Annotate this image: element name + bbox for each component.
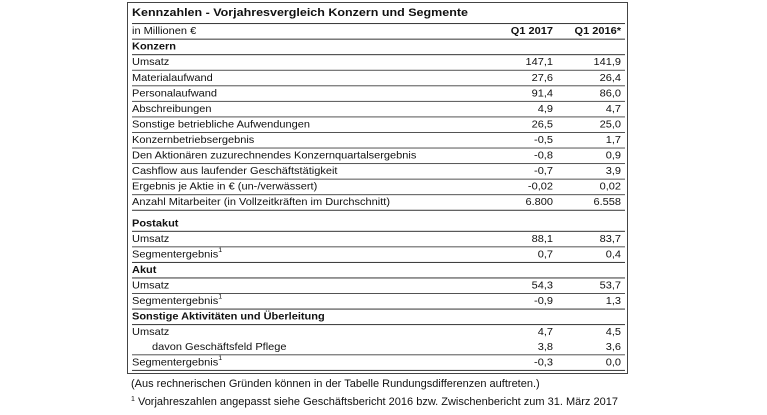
divider: [132, 210, 625, 211]
table-body: [128, 3, 629, 373]
table-row: Konzernbetriebsergebnis -0,5 1,7: [132, 134, 621, 146]
table-row: Umsatz 147,1 141,9: [132, 56, 621, 68]
footnote-prior-year: [131, 396, 618, 408]
table-row: Umsatz 54,3 53,7: [132, 280, 621, 292]
column-header-row: [132, 24, 625, 39]
table-row: Segmentergebnis$^1$ 0,7 0,4: [132, 247, 621, 261]
footnote-text: Vorjahreszahlen angepasst siehe Geschäftsbericht 2016 bzw. Zwischenbericht zum 31. März 2017: [134, 396, 618, 408]
table-row: Cashflow aus laufender Geschäftstätigkeit -0,7 3,9: [132, 165, 621, 177]
column-q1-2017: Q1 2017: [510, 25, 553, 37]
table-row: Umsatz 4,7 4,5: [132, 326, 621, 338]
table-row: davon Geschäftsfeld Pflege 3,8 3,6: [152, 341, 621, 353]
section-heading-postakut: Postakut: [132, 218, 179, 230]
section-heading-konzern: Konzern: [132, 41, 176, 53]
column-q1-2016: Q1 2016*: [574, 25, 621, 37]
table-row: Materialaufwand 27,6 26,4: [132, 72, 621, 84]
section-heading-sonstige: Sonstige Aktivitäten und Überleitung: [132, 311, 325, 323]
table-row: Ergebnis je Aktie in € (un-/verwässert) -0,02 0,02: [132, 181, 621, 193]
divider: [132, 370, 625, 371]
section-heading-akut: Akut: [132, 264, 157, 276]
table-row: Umsatz 88,1 83,7: [132, 233, 621, 245]
table-row: Segmentergebnis$^1$ -0,3 0,0: [132, 355, 621, 369]
footnote-marker: 1: [131, 396, 135, 403]
table-row: Personalaufwand 91,4 86,0: [132, 88, 621, 100]
table-row: Abschreibungen 4,9 4,7: [132, 103, 621, 115]
table-row: Segmentergebnis$^1$ -0,9 1,3: [132, 293, 621, 307]
table-row: Den Aktionären zuzurechnendes Konzernquartalsergebnis -0,8 0,9: [132, 150, 621, 162]
unit-label: in Millionen €: [132, 25, 197, 37]
table-row: Anzahl Mitarbeiter (in Vollzeitkräften im Durchschnitt) 6.800 6.558: [132, 196, 621, 208]
footnote-rounding: (Aus rechnerischen Gründen können in der Tabelle Rundungsdifferenzen auftreten.): [131, 378, 540, 390]
table-row: Sonstige betriebliche Aufwendungen 26,5 25,0: [132, 119, 621, 131]
kennzahlen-table: [127, 2, 628, 374]
table-title: Kennzahlen - Vorjahresvergleich Konzern und Segmente: [132, 5, 468, 19]
